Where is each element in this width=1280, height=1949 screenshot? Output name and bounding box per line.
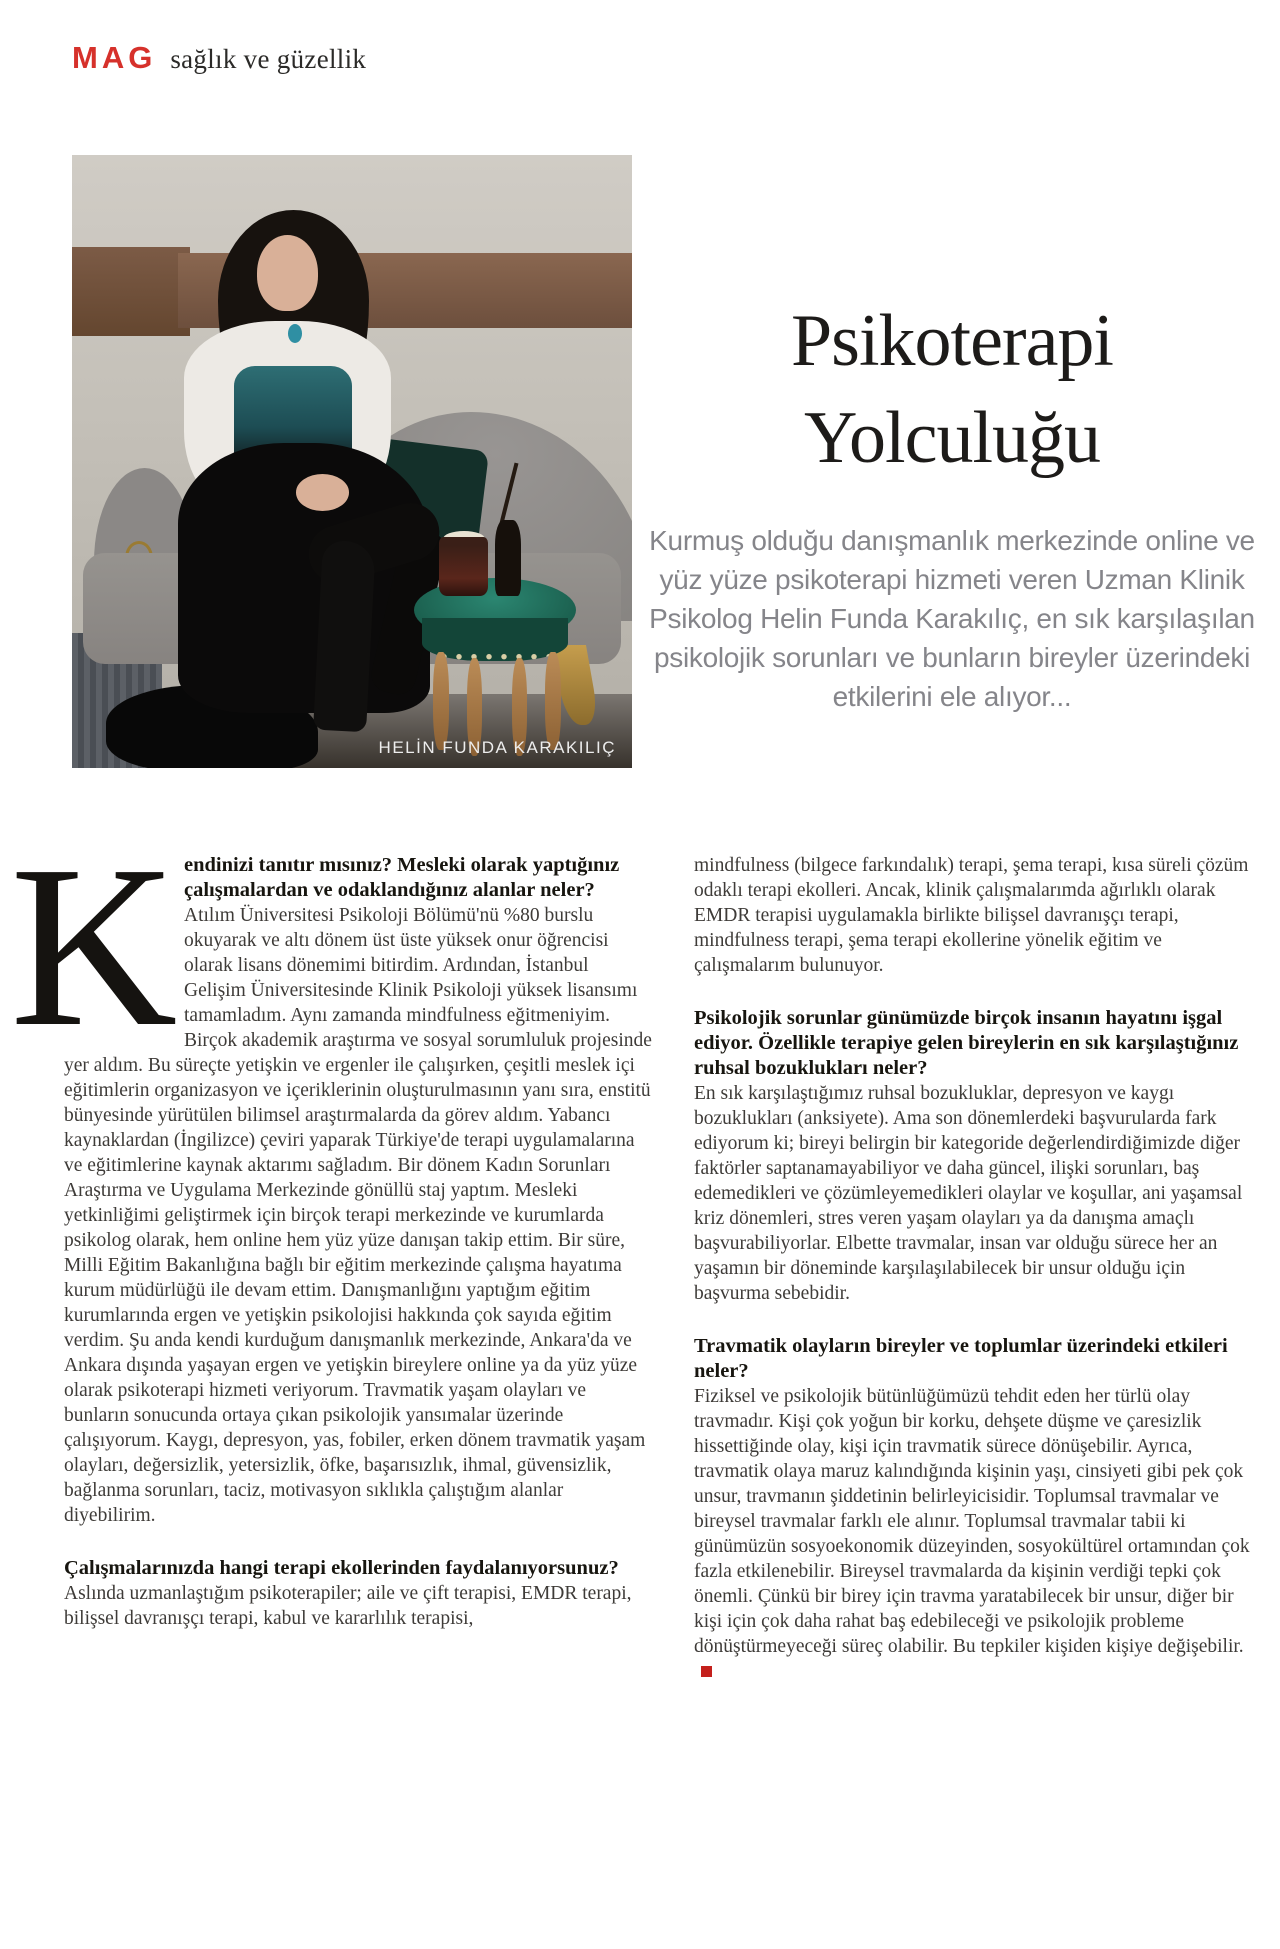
article-column-1 bbox=[10, 818, 652, 1684]
photo-boot-lower bbox=[313, 540, 376, 733]
portrait-photo bbox=[72, 155, 632, 768]
article-column-2 bbox=[694, 853, 1256, 1684]
answer-paragraph-2-continued: mindfulness (bilgece farkındalık) terapi, şema terapi, kısa süreli çözüm odaklı terapi ekolleri. Ancak, klinik çalışmalarımda ağırlıklı olarak EMDR terapisi uygulamakla birlikte bilişsel davranışçı terapi, mindfulness terapi, şema terapi ekollerine yönelik eğitim ve çalışmalarım bulunuyor. bbox=[694, 855, 1249, 976]
article-body bbox=[10, 818, 1256, 1684]
question-heading-4: Travmatik olayların bireyler ve toplumlar üzerindeki etkileri neler? bbox=[694, 1335, 1228, 1382]
photo-diffuser-bottle bbox=[495, 520, 521, 597]
answer-paragraph-2: Aslında uzmanlaştığım psikoterapiler; aile ve çift terapisi, EMDR terapi, bilişsel davranışçı terapi, kabul ve kararlılık terapisi, bbox=[64, 1583, 632, 1629]
answer-paragraph-4-text: Fiziksel ve psikolojik bütünlüğümüzü tehdit eden her türlü olay travmadır. Kişi çok yoğun bir korku, dehşete düşme ve çaresizlik hissettiğinde olay, kişi için travmatik sürece dönüşebilir. Ayrıca, travmatik olaya maruz kalındığında kişinin yaşı, cinsiyeti gibi pek çok unsur, travmanın şiddetinin belirleyicisidir. Toplumsal travmalar ve bireysel travmalar farklı ele alınır. Toplumsal travmalar tabii ki günümüzün sosyoekonomik düzeyinden, sosyokültürel ortamından çok fazla etkilenebilir. Bireysel travmalarda da kişinin verdiği tepki çok önemli. Çünkü bir birey için travma yaratabilecek bir unsur, diğer bir kişi için çok daha rahat baş edebileceği ve psikolojik probleme dönüştürmeyeceği süreç olabilir. Bu tepkiler kişiden kişiye değişebilir. bbox=[694, 1386, 1250, 1657]
photo-woman-hands bbox=[296, 474, 349, 511]
article-title-line1: Psikoterapi bbox=[791, 300, 1113, 382]
article-title-line2: Yolculuğu bbox=[804, 397, 1100, 479]
photo-necklace-pendant bbox=[288, 324, 303, 344]
photo-wood-panel-left bbox=[72, 247, 190, 336]
answer-paragraph-1: Atılım Üniversitesi Psikoloji Bölümü'nü %80 burslu okuyarak ve altı dönem üst üste yüksek onur öğrencisi olarak lisans dönemimi bitirdim. Ardından, İstanbul Gelişim Üniversitesinde Klinik Psikoloji yüksek lisansımı tamamladım. Aynı zamanda mindfulness eğitmeniyim. Birçok akademik araştırma ve sosyal sorumluluk projesinde yer aldım. Bu süreçte yetişkin ve ergenler ile çalışırken, çeşitli meslek içi eğitimlerin organizasyon ve içeriklerinin oluşturulmasının yanı sıra, enstitü bünyesinde yürütülen bilimsel araştırmalarda da görev aldım. Yabancı kaynaklardan (İngilizce) çeviri yaparak Türkiye'de terapi uygulamalarına ve eğitimlerine kaynak aktarımı sağladım. Bir dönem Kadın Sorunları Araştırma ve Uygulama Merkezinde gönüllü staj yaptım. Mesleki yetkinliğimi geliştirmek için birçok terapi merkezinde ve kurumlarda psikolog olarak, hem online hem yüz yüze danışan takip ettim. Bir süre, Milli Eğitim Bakanlığına bağlı bir eğitim merkezinde çalışma hayatıma kurum müdürlüğü ile devam ettim. Danışmanlığını yaptığım eğitim kurumlarında ergen ve yetişkin psikolojisi hakkında çok sayıda eğitim verdim. Şu anda kendi kurduğum danışmanlık merkezinde, Ankara'da ve Ankara dışında yaşayan ergen ve yetişkin bireylere online ya da yüz yüze olarak psikoterapi hizmeti veriyorum. Travmatik yaşam olayları ve bunların sonucunda ortaya çıkan psikolojik yansımalar üzerinde çalışıyorum. Kaygı, depresyon, yas, fobiler, erken dönem travmatik yaşam olayları, değersizlik, yetersizlik, öfke, başarısızlık, ihmal, güvensizlik, bağlanma sorunları, taciz, motivasyon sıklıkla çalıştığım alanlar diyebilirim. bbox=[64, 905, 652, 1526]
answer-paragraph-3: En sık karşılaştığımız ruhsal bozukluklar, depresyon ve kaygı bozuklukları (anksiyete). Ama son dönemlerdeki başvurularda fark ediyorum ki; bireyi belirgin bir kategoride değerlendirdiğimizde diğer faktörler saptanamayabiliyor ve daha güncel, ilişki sorunları, baş edemedikleri ve çözümleyemedikleri olaylar ve koşullar, ani yaşamsal kriz dönemleri, stres veren yaşam olayları ya da danışma amaçlı başvurabiliyorlar. Elbette travmalar, insan var olduğu sürece her an yaşamın bir döneminde karşılaşılabilecek bir unsur olduğu için başvurma sebebidir. bbox=[694, 1083, 1243, 1304]
brand-tagline: sağlık ve güzellik bbox=[170, 44, 367, 74]
hero-right-column bbox=[646, 293, 1258, 716]
answer-paragraph-4 bbox=[694, 1384, 1256, 1684]
question-heading-1: endinizi tanıtır mısınız? Mesleki olarak yaptığınız çalışmalardan ve odaklandığınız alanlar neler? bbox=[184, 854, 620, 901]
photo-woman-face bbox=[257, 235, 319, 312]
masthead bbox=[72, 40, 366, 76]
question-heading-2: Çalışmalarınızda hangi terapi ekollerinden faydalanıyorsunuz? bbox=[64, 1557, 619, 1579]
photo-candle-jar bbox=[439, 537, 487, 596]
article-intro: Kurmuş olduğu danışmanlık merkezinde online ve yüz yüze psikoterapi hizmeti veren Uzman Klinik Psikolog Helin Funda Karakılıç, en sık karşılaşılan psikolojik sorunları ve bunların bireyler üzerindeki etkilerini ele alıyor... bbox=[649, 525, 1255, 712]
photo-stool-leg bbox=[433, 652, 449, 750]
question-heading-3: Psikolojik sorunlar günümüzde birçok insanın hayatını işgal ediyor. Özellikle terapiye gelen bireylerin en sık karşılaştığınız ruhsal bozuklukları neler? bbox=[694, 1007, 1239, 1079]
article-title bbox=[646, 293, 1258, 487]
end-mark bbox=[701, 1666, 712, 1677]
dropcap-k: K bbox=[10, 818, 172, 1075]
photo-caption: HELİN FUNDA KARAKILIÇ bbox=[378, 738, 616, 757]
photo-stool-leg bbox=[545, 652, 561, 750]
brand-logo: MAG bbox=[72, 40, 157, 75]
